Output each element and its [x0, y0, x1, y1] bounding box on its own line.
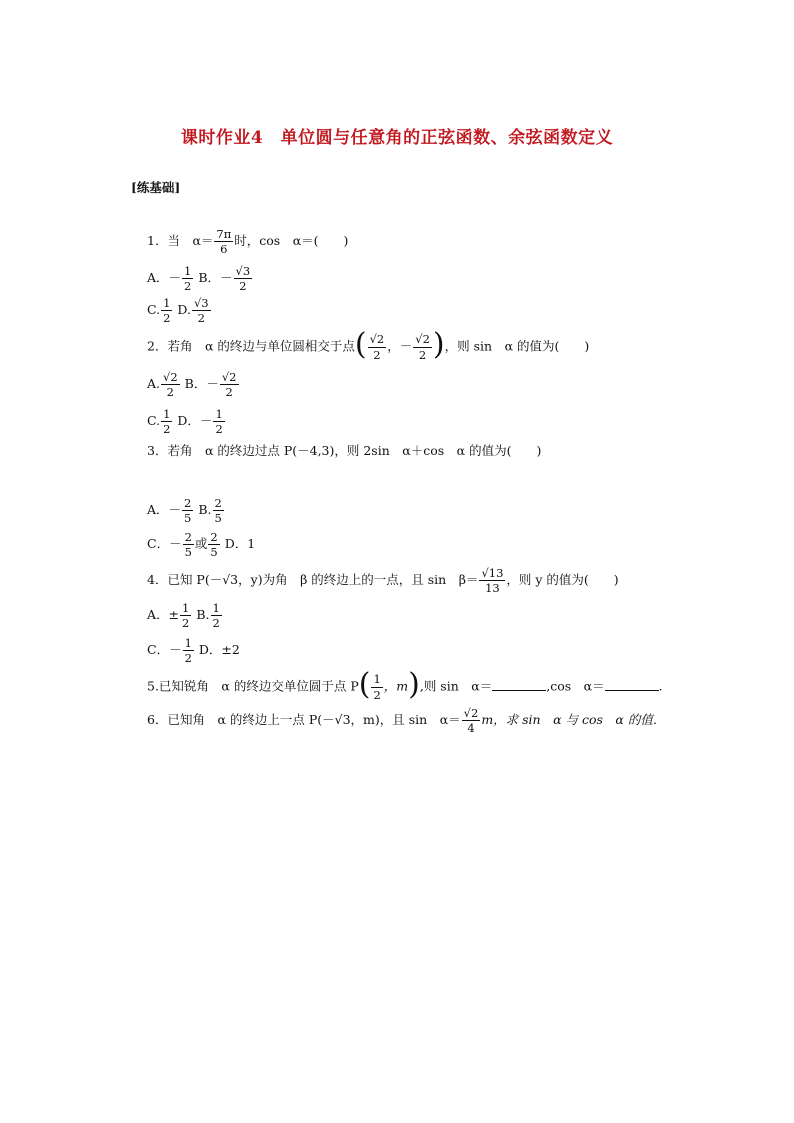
question-1: 1．当 α＝ $\frac{7\pi}{6}$ 时，cos α＝( )	[147, 227, 349, 257]
section-heading: [练基础]	[131, 180, 181, 195]
question-2: 2．若角 α 的终边与单位圆相交于点( $\frac{√2}{2}$ ，－ $\frac{√2}{2}$ )，则 sin α 的值为( )	[147, 327, 590, 362]
answer-blank-sin[interactable]	[492, 678, 546, 691]
q4-options-ab: A．± $\frac{1}{2}$ B. $\frac{1}{2}$	[147, 601, 220, 631]
q4-options-cd: C．－ $\frac{1}{2}$ D．±2	[147, 636, 240, 666]
q1-options-ab: A．－ $\frac{1}{2}$ B．－ $\frac{√3}{2}$	[147, 264, 251, 294]
fraction: $\frac{7\pi}{6}$	[216, 227, 232, 257]
question-4: 4．已知 P(－√3，y)为角 β 的终边上的一点，且 sin β＝ $\frac{√13}{13}$ ，则 y 的值为( )	[147, 566, 619, 596]
question-3: 3．若角 α 的终边过点 P(－4,3)，则 2sin α＋cos α 的值为( )	[147, 443, 542, 458]
q2-options-cd: C. $\frac{1}{2}$ D．－ $\frac{1}{2}$	[147, 407, 223, 437]
answer-blank-cos[interactable]	[605, 678, 659, 691]
question-5: 5.已知锐角 α 的终边交单位圆于点 P( $\frac{1}{2}$ ，m),则 sin α＝ ,cos α＝ .	[147, 667, 663, 702]
q2-options-ab: A. $\frac{√2}{2}$ B．－ $\frac{√2}{2}$	[147, 370, 237, 400]
q1-options-cd: C. $\frac{1}{2}$ D. $\frac{√3}{2}$	[147, 296, 209, 326]
page-title: 课时作业4 单位圆与任意角的正弦函数、余弦函数定义	[180, 128, 614, 148]
q3-options-ab: A．－ $\frac{2}{5}$ B. $\frac{2}{5}$	[147, 496, 222, 526]
question-6: 6．已知角 α 的终边上一点 P(－√3，m)，且 sin α＝ $\frac{√2}{4}$ m，求 sin α 与 cos α 的值．	[147, 706, 666, 736]
q3-options-cd: C．－ $\frac{2}{5}$ 或 $\frac{2}{5}$ D．1	[147, 530, 256, 560]
